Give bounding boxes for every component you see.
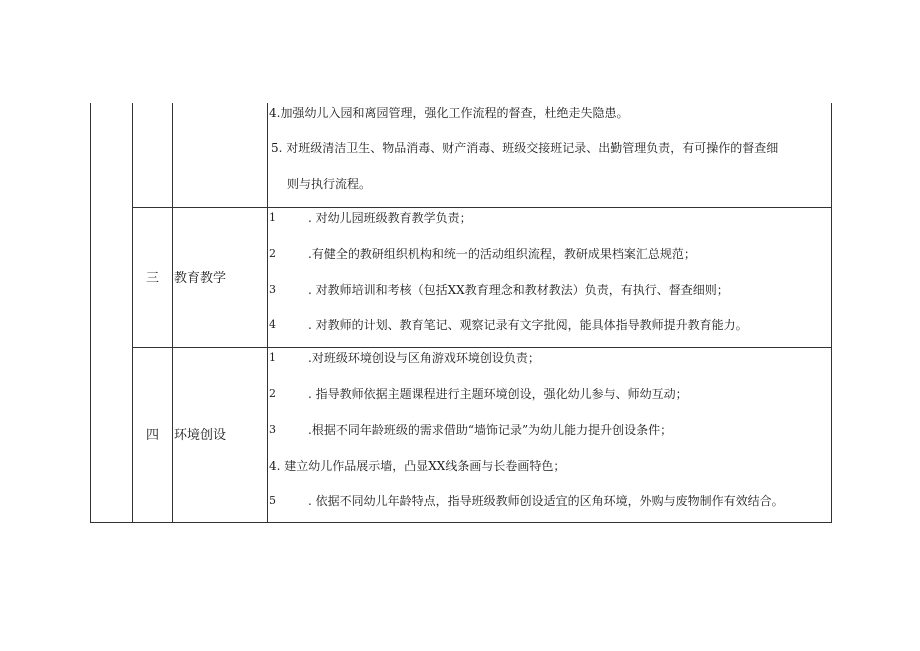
row-divider-1	[132, 207, 832, 208]
item-number: 2	[269, 387, 276, 400]
content-item: .根据不同年龄班级的需求借助“墙饰记录”为幼儿能力提升创设条件；	[308, 423, 673, 437]
row-sequence-number: 四	[146, 428, 160, 443]
content-item: .对班级环境创设与区角游戏环境创设负责；	[308, 351, 540, 365]
table-divider-col2	[172, 103, 173, 523]
item-number: 1	[269, 211, 276, 224]
row-category-label: 教育教学	[174, 271, 227, 286]
row-divider-2	[132, 347, 832, 348]
content-item: 4.加强幼儿入园和离园管理，强化工作流程的督查，杜绝走失隐患。	[269, 106, 629, 120]
table-border-bottom	[90, 522, 832, 523]
content-item: . 依据不同幼儿年龄特点，指导班级教师创设适宜的区角环境，外购与废物制作有效结合。	[308, 494, 784, 508]
content-item: 4. 建立幼儿作品展示墙，凸显XX线条画与长卷画特色；	[269, 459, 566, 473]
table-border-left	[90, 103, 91, 523]
item-number: 3	[269, 283, 276, 296]
row-category-label: 环境创设	[174, 428, 227, 443]
content-item: 5. 对班级清洁卫生、物品消毒、财产消毒、班级交接班记录、出勤管理负责，有可操作的督查细	[271, 141, 779, 155]
content-item: . 对幼儿园班级教育教学负责；	[308, 211, 472, 225]
item-number: 4	[269, 318, 276, 331]
table-divider-col3	[267, 103, 268, 523]
item-number: 2	[269, 247, 276, 260]
item-number: 3	[269, 423, 276, 436]
item-number: 5	[269, 494, 276, 507]
content-item: .有健全的教研组织机构和统一的活动组织流程，教研成果档案汇总规范；	[308, 247, 696, 261]
table-divider-col1	[132, 103, 133, 523]
content-item: . 指导教师依据主题课程进行主题环境创设，强化幼儿参与、师幼互动；	[308, 387, 688, 401]
content-item: . 对教师培训和考核（包括XX教育理念和教材教法）负责，有执行、督查细则；	[308, 283, 729, 297]
table-border-right	[831, 103, 832, 523]
content-item: . 对教师的计划、教育笔记、观察记录有文字批阅，能具体指导教师提升教育能力。	[308, 318, 748, 332]
row-sequence-number: 三	[146, 271, 160, 286]
item-number: 1	[269, 351, 276, 364]
content-item: 则与执行流程。	[287, 177, 372, 191]
